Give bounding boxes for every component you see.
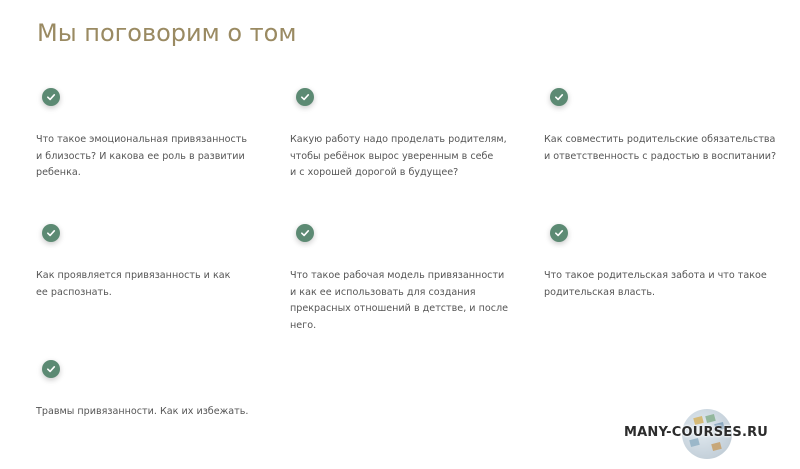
topic-text: Что такое эмоциональная привязанность и близость? И какова ее роль в развитии ребенка. xyxy=(36,134,248,178)
check-icon xyxy=(550,224,568,242)
watermark-text: MANY-COURSES.RU xyxy=(624,425,769,440)
topic-text: Что такое рабочая модель привязанности и как ее использовать для создания прекрасных отношений в детстве, и после него. xyxy=(290,270,509,331)
check-icon xyxy=(42,224,60,242)
topic-text: Какую работу надо проделать родителям, чтобы ребёнок вырос уверенным в себе и с хорошей дорогой в будущее? xyxy=(290,134,507,178)
check-icon xyxy=(296,224,314,242)
check-icon xyxy=(296,88,314,106)
topic-text: Как проявляется привязанность и как ее распознать. xyxy=(36,270,231,298)
topic-text: Что такое родительская забота и что такое родительская власть. xyxy=(544,270,767,298)
check-icon xyxy=(550,88,568,106)
check-icon xyxy=(42,360,60,378)
page-title: Мы поговорим о том xyxy=(37,19,297,47)
watermark xyxy=(624,409,794,459)
topic-text: Травмы привязанности. Как их избежать. xyxy=(36,406,249,417)
topic-text: Как совместить родительские обязательства и ответственность с радостью в воспитании? xyxy=(544,134,777,162)
check-icon xyxy=(42,88,60,106)
